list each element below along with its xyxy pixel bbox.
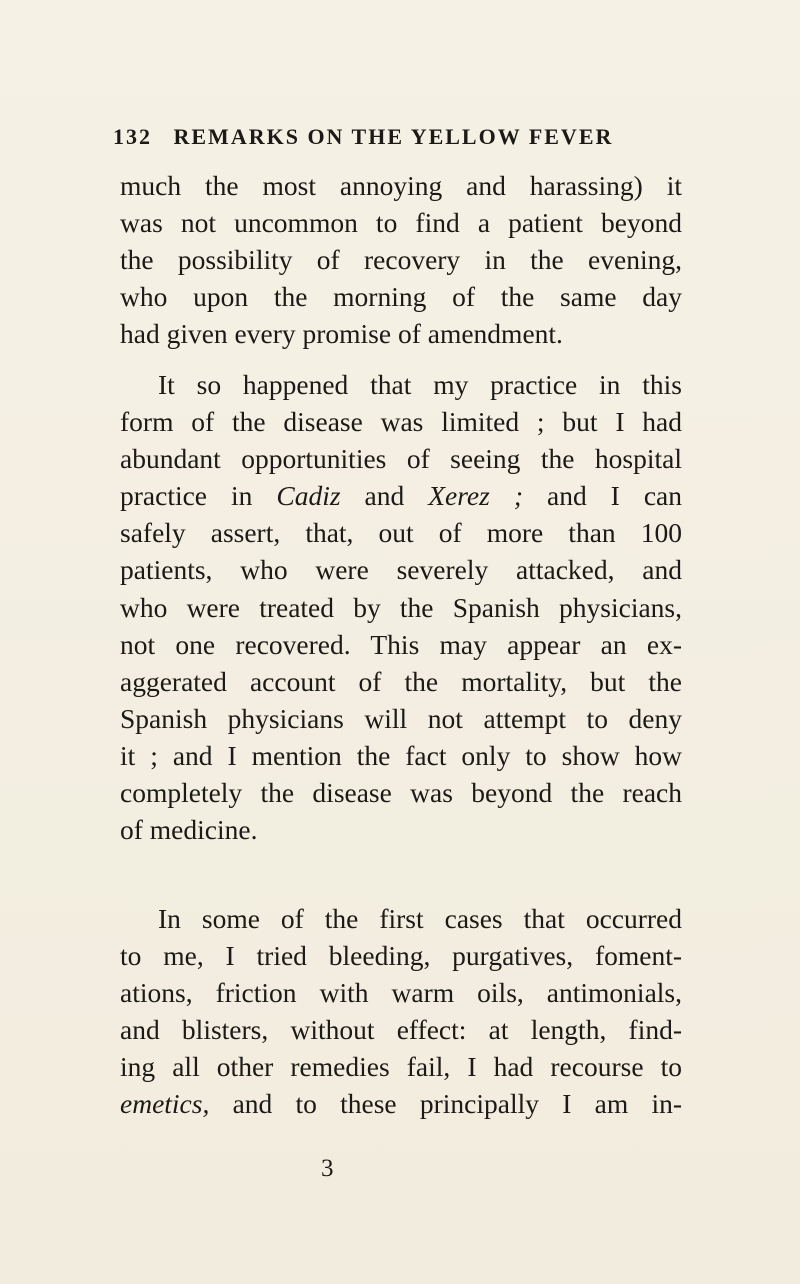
text-line: ing all other remedies fail, I had recourse to [120, 1051, 682, 1083]
text-line: the possibility of recovery in the evening, [120, 244, 682, 276]
text-line: who upon the morning of the same day [120, 281, 682, 313]
paragraph-3 [120, 900, 682, 1123]
text-line: safely assert, that, out of more than 100 [120, 517, 682, 549]
text-line: to me, I tried bleeding, purgatives, foment- [120, 940, 682, 972]
paragraph-2 [120, 366, 682, 848]
text-line: patients, who were severely attacked, and [120, 554, 682, 586]
text-line: aggerated account of the mortality, but the [120, 665, 682, 697]
text-line: who were treated by the Spanish physicians, [120, 591, 682, 623]
text-line-with-italics: practice in Cadiz and Xerez ; and I can [120, 480, 682, 512]
text-line: it ; and I mention the fact only to show how [120, 739, 682, 771]
text-line: not one recovered. This may appear an ex- [120, 628, 682, 660]
text-line: form of the disease was limited ; but I had [120, 406, 682, 438]
italic-word: Xerez ; [428, 480, 523, 512]
paragraph-1 [120, 167, 682, 352]
italic-word: emetics, [120, 1088, 210, 1120]
text-line: Spanish physicians will not attempt to deny [120, 702, 682, 734]
italic-word: Cadiz [276, 480, 341, 512]
text-line: abundant opportunities of seeing the hospital [120, 443, 682, 475]
text-line: completely the disease was beyond the reach [120, 777, 682, 809]
text-line: much the most annoying and harassing) it [120, 170, 682, 201]
text-line: ations, friction with warm oils, antimonials, [120, 977, 682, 1009]
signature-mark: 3 [321, 1155, 334, 1182]
page-number: 132 [113, 124, 152, 149]
text-line: had given every promise of amendment. [120, 318, 563, 350]
text-line-with-italics: emetics, and to these principally I am in- [120, 1088, 682, 1120]
text-line: and blisters, without effect: at length, find- [120, 1014, 682, 1046]
text-line: It so happened that my practice in this [158, 369, 682, 400]
text-line: of medicine. [120, 814, 258, 846]
running-title: REMARKS ON THE YELLOW FEVER [173, 124, 614, 149]
text-line: was not uncommon to find a patient beyond [120, 207, 682, 239]
text-line: In some of the first cases that occurred [158, 903, 682, 934]
running-header [113, 124, 633, 150]
